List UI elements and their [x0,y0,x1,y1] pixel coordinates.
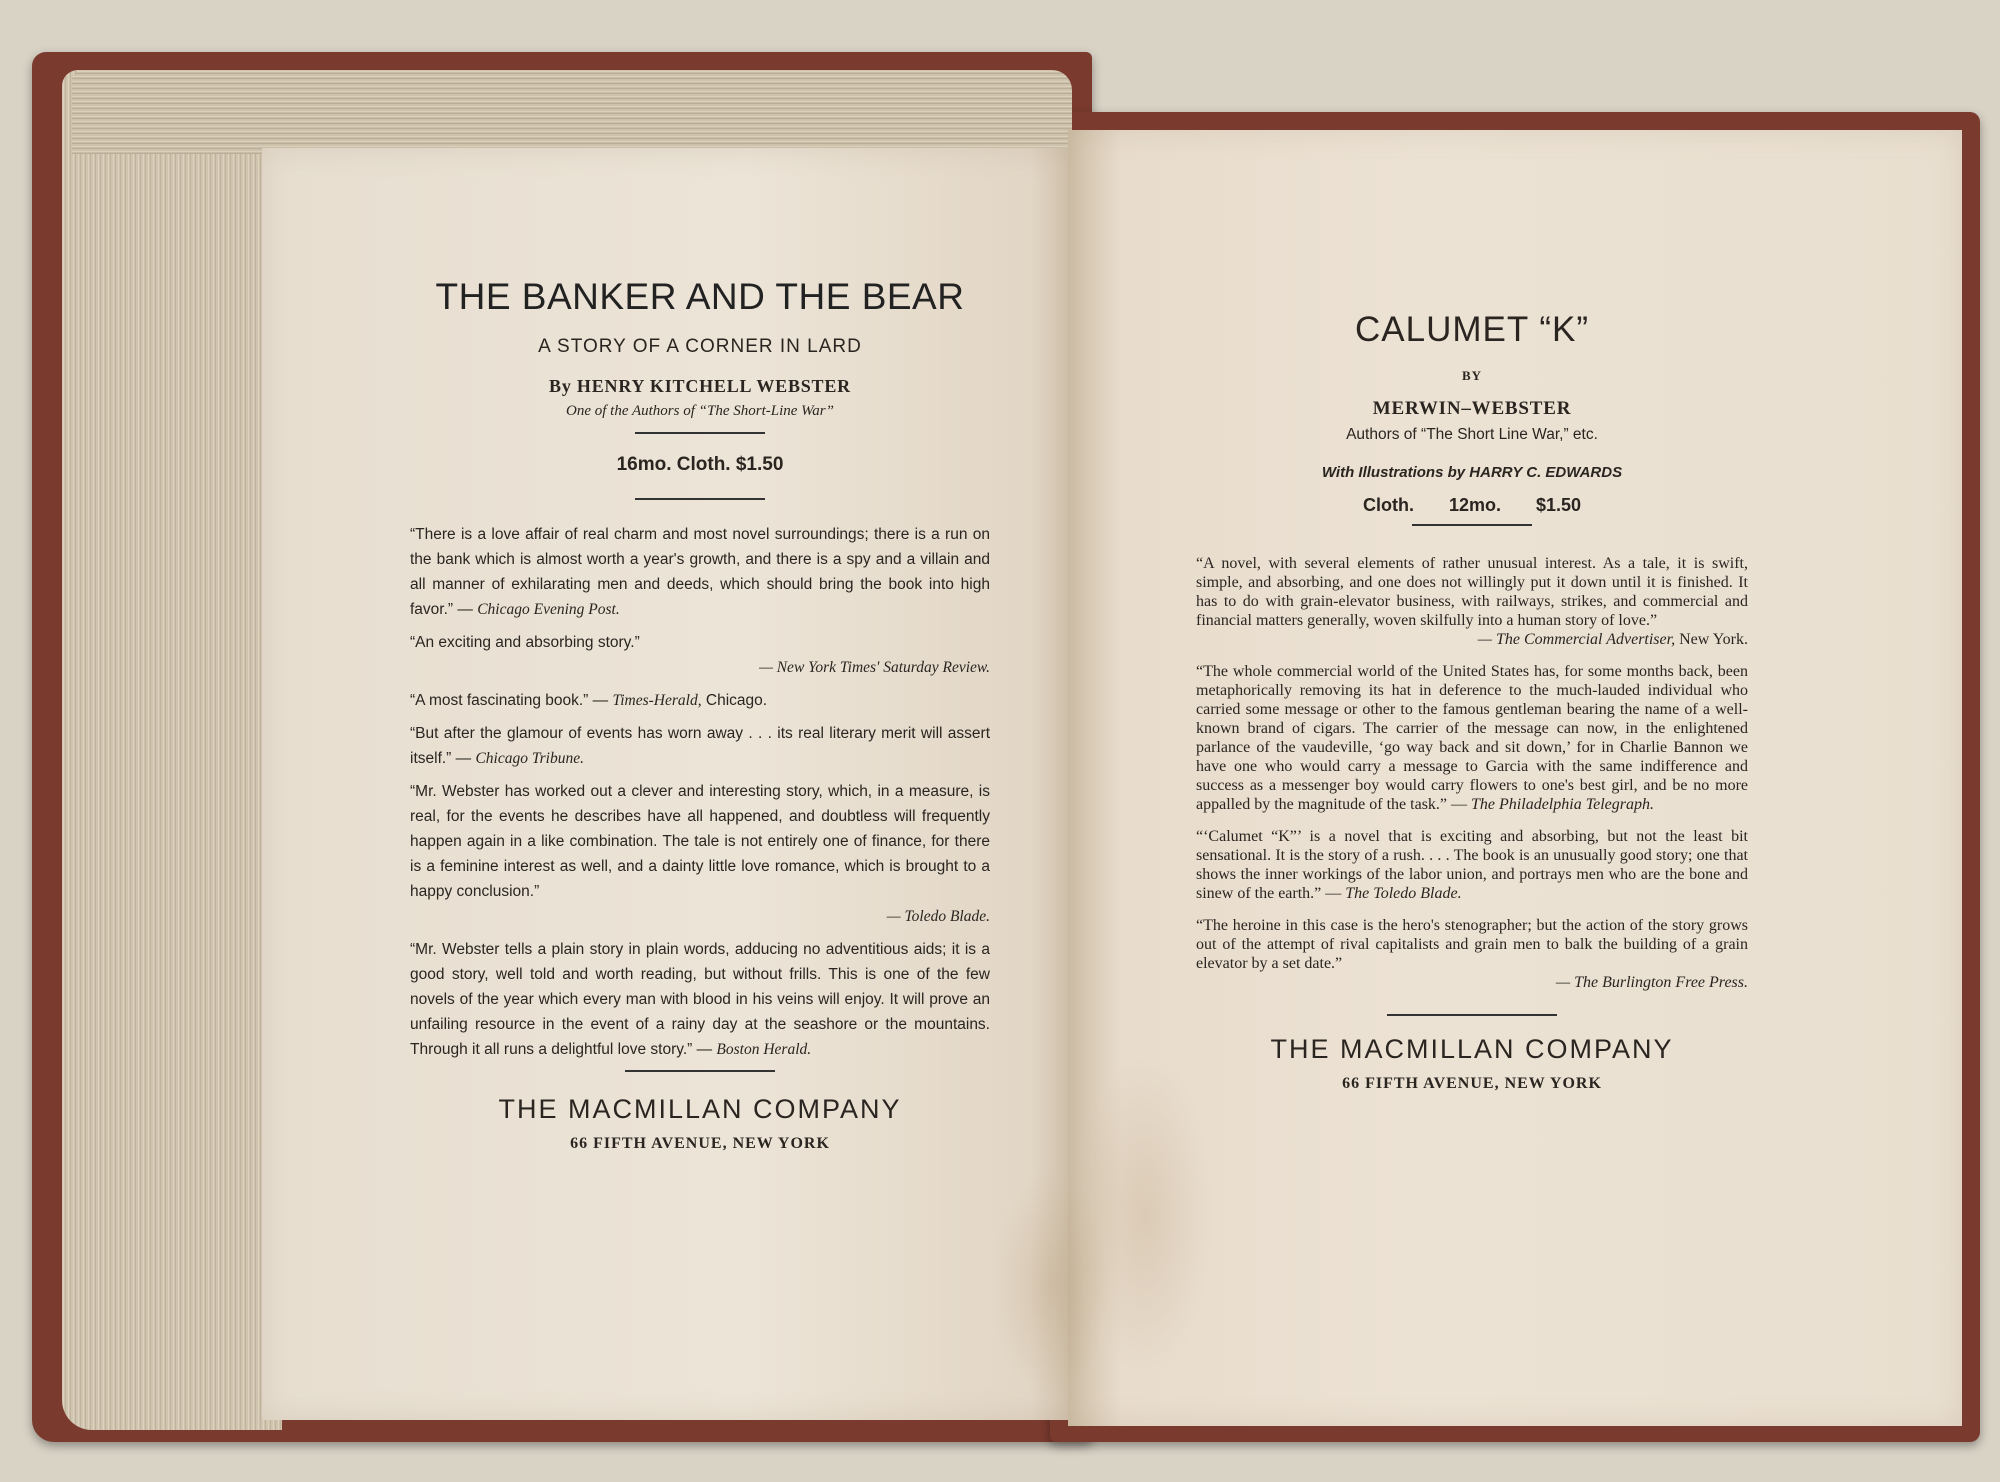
publisher-address: 66 FIFTH AVENUE, NEW YORK [1342,1075,1602,1092]
stain [1075,1050,1215,1380]
review-quote: “The whole commercial world of the United States has, for some months back, been metaphorically removing its hat in deference to the much-lauded individual who carried some message or other to the famous gentleman bearing the name of a well-known brand of cigars. The carrier of the message can now, in the enlightened parlance of the vaudeville, ‘go way back and sit down,’ for in Charlie Bannon we have one who would carry a message to Garcia with the same indifference and success as a messenger boy would carry flowers to one's best girl, and be no more appalled by the magnitude of the task.” — The Philadelphia Telegraph. [1196,663,1748,813]
book-title: CALUMET “K” [1355,310,1589,349]
publisher-address: 66 FIFTH AVENUE, NEW YORK [570,1135,830,1152]
review-quote: “Mr. Webster tells a plain story in plain words, adducing no adventitious aids; it is a good story, well told and worth reading, but without frills. This is one of the few novels of the year which every man with blood in his veins will enjoy. It will prove an unfailing resource in the event of a rainy day at the seashore or the mountains. Through it all runs a delightful love story.” — Boston Herald. [410,941,990,1058]
review-quote: “A novel, with several elements of rather unusual interest. As a tale, it is swift, simple, and absorbing, and one does not willingly put it down until it is finished. It has to do with grain-elevator business, with railways, strikes, and commercial and financial matters generally, woven skilfully into a human story of love.” [1196,555,1748,629]
divider [625,1070,775,1072]
review-quote: “But after the glamour of events has worn away . . . its real literary merit will assert itself.” — Chicago Tribune. [410,725,990,767]
price: Cloth. 12mo. $1.50 [1362,495,1582,515]
divider [1387,1014,1557,1016]
review-quotes [1196,554,1748,992]
page-edges-side [62,70,282,1430]
review-quote: “There is a love affair of real charm and most novel surroundings; there is a run on the bank which is almost worth a year's growth, and there is a spy and a villain and all manner of exhilarating men and deeds, which should bring the book into high favor.” — Chicago Evening Post. [410,526,990,618]
divider [635,432,765,434]
right-page-content [1196,310,1748,1093]
left-page-content [410,270,990,1153]
author-note: One of the Authors of “The Short-Line War” [566,403,834,419]
book-author: MERWIN–WEBSTER [1372,398,1572,419]
review-source: — Toledo Blade. [886,908,990,925]
divider [635,498,765,500]
publisher: THE MACMILLAN COMPANY [498,1094,902,1124]
divider [1412,524,1532,526]
book-subtitle: A STORY OF A CORNER IN LARD [538,336,862,357]
publisher: THE MACMILLAN COMPANY [1270,1034,1674,1064]
book-author: By HENRY KITCHELL WEBSTER [549,376,851,396]
review-quotes [410,522,990,1062]
review-quote: “The heroine in this case is the hero's stenographer; but the action of the story grows out of the attempt of rival capitalists and grain men to balk the building of a grain elevator by a set date.” [1196,917,1748,972]
price: 16mo. Cloth. $1.50 [616,454,784,475]
review-quote: “A most fascinating book.” — Times-Herald, Chicago. [410,692,768,709]
review-source: — The Burlington Free Press. [1555,974,1748,991]
by-label: BY [1461,368,1483,383]
illustrations-credit: With Illustrations by HARRY C. EDWARDS [1321,464,1623,481]
review-quote: “Mr. Webster has worked out a clever and interesting story, which, in a measure, is real, for the events he describes have all happened, and doubtless will frequently happen again in a like combination. The tale is not entirely one of finance, for there is a feminine interest as well, and a dainty little love romance, which is brought to a happy conclusion.” [410,783,990,900]
book-title: THE BANKER AND THE BEAR [435,276,965,317]
review-quote: “‘Calumet “K”’ is a novel that is exciting and absorbing, but not the least bit sensational. It is the story of a rush. . . . The book is an unusually good story; one that shows the inner workings of the labor union, and portrays men who are the bone and sinew of the earth.” — The Toledo Blade. [1196,828,1748,902]
page-edges-top [72,70,1072,154]
review-source: — New York Times' Saturday Review. [759,659,990,676]
author-note: Authors of “The Short Line War,” etc. [1346,426,1598,443]
review-source: — The Commercial Advertiser, New York. [1477,631,1748,648]
review-quote: “An exciting and absorbing story.” [410,634,640,651]
